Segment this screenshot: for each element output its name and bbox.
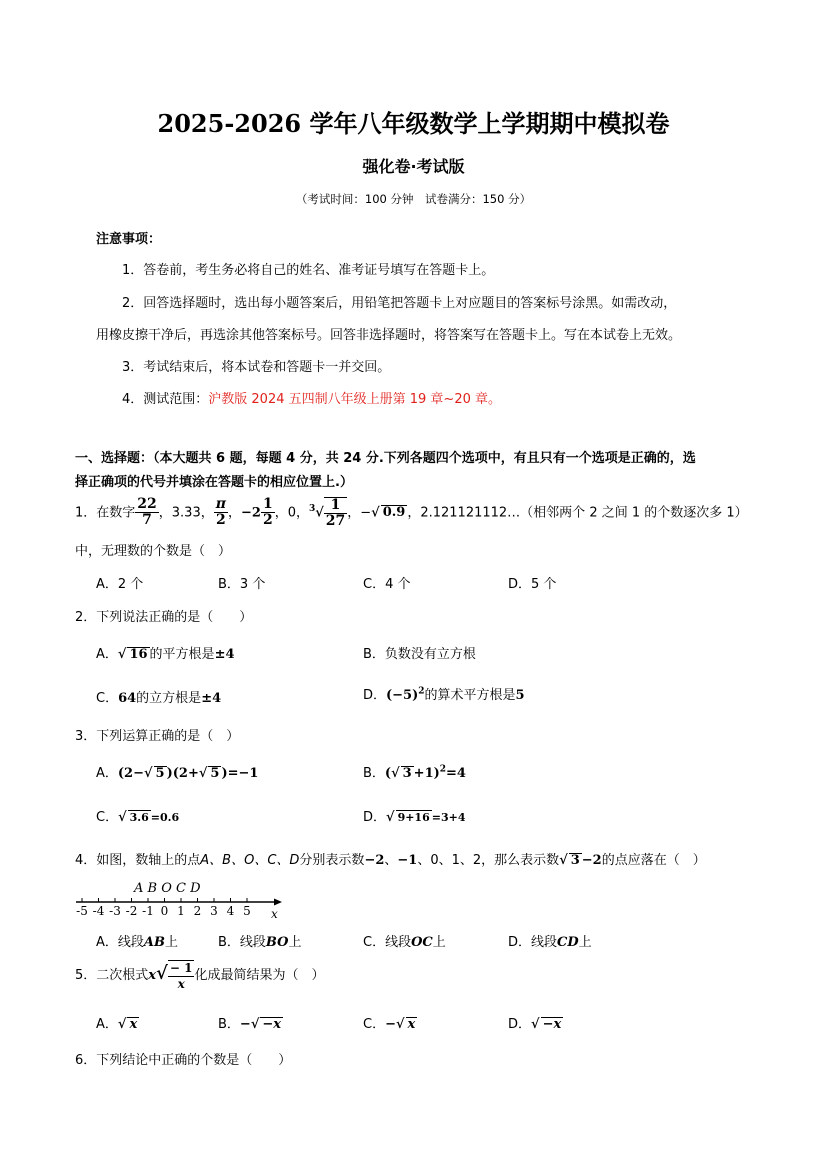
q5-option-d[interactable]: D．√ −x — [508, 1017, 562, 1032]
test-range: 沪教版 2024 五四制八年级上册第 19 章~20 章。 — [208, 392, 502, 407]
axis-tick-label: 0 — [160, 904, 169, 918]
page-title: 2025-2026 学年八年级数学上学期期中模拟卷 — [157, 109, 670, 138]
q1-option-b[interactable]: B．3 个 — [218, 577, 266, 592]
q2-option-a[interactable]: A．√ 16 的平方根是±4 — [96, 647, 235, 662]
question-3-stem: 3．下列运算正确的是（ ） — [75, 729, 240, 744]
question-1-line-2: 中，无理数的个数是（ ） — [75, 544, 232, 559]
axis-arrow — [274, 899, 282, 906]
q1-option-c[interactable]: C．4 个 — [363, 577, 411, 592]
radical-sign: √ — [315, 505, 324, 521]
q5-option-a[interactable]: A．√ x — [96, 1017, 138, 1032]
fraction-22-7: $\frac{22}{7}$ — [137, 496, 157, 529]
q3-option-d[interactable]: D．√ 9+16 =3+4 — [363, 810, 466, 825]
notice-item-4-prefix: 4．测试范围： — [122, 392, 209, 407]
question-4-stem: 4．如图，数轴上的点A、B、O、C、D分别表示数−2、−1、0、1、2，那么表示数√ 3 −2的点应落在（ ） — [75, 853, 706, 868]
axis-tick-label: 5 — [243, 904, 251, 918]
q5-option-c[interactable]: C．−√ x — [363, 1017, 416, 1032]
fraction-neg-1-over-x: $\frac{- 1}{x}$ — [169, 960, 193, 991]
q3-option-b[interactable]: B．(√ 3 +1)$^2$=4 — [363, 764, 466, 781]
page-subtitle: 强化卷·考试版 — [362, 157, 465, 176]
axis-tick-label: -4 — [92, 904, 105, 918]
q2-option-c[interactable]: C．64的立方根是±4 — [96, 691, 222, 706]
q4-option-c[interactable]: C．线段OC上 — [363, 935, 446, 950]
q4-option-b[interactable]: B．线段BO上 — [218, 935, 302, 950]
q2-option-d[interactable]: D．$(-5)^2$的算术平方根是5 — [363, 686, 525, 703]
q3-option-a[interactable]: A．(2−√ 5 )(2+√ 5 )=−1 — [96, 766, 259, 781]
section-1-heading-line-1: 一、选择题：（本大题共 6 题，每题 4 分，共 24 分.下列各题四个选项中，有且只有一个选项是正确的，选 — [75, 451, 696, 466]
fraction-1-27: $\frac{1}{27}$ — [325, 496, 346, 529]
fraction-pi-2: $\frac{\pi}{2}$ — [215, 496, 226, 529]
q4-option-a[interactable]: A．线段AB上 — [96, 935, 178, 950]
axis-tick-label: 2 — [193, 904, 202, 918]
q4-option-d[interactable]: D．线段CD上 — [508, 935, 592, 950]
axis-tick-label: -1 — [142, 904, 154, 918]
axis-x-label: x — [271, 907, 278, 921]
axis-tick-label: 3 — [210, 904, 218, 918]
axis-tick-label: -2 — [125, 904, 138, 918]
q1-prefix: 1．在数字 — [75, 505, 136, 521]
section-1-heading-line-2: 择正确项的代号并填涂在答题卡的相应位置上.） — [75, 475, 353, 490]
exam-meta: （考试时间：100 分钟 试卷满分：150 分） — [295, 192, 532, 206]
notice-item-3: 3．考试结束后，将本试卷和答题卡一并交回。 — [122, 360, 391, 375]
q2-option-b[interactable]: B．负数没有立方根 — [363, 647, 476, 662]
q3-option-c[interactable]: C．√ 3.6 =0.6 — [96, 810, 180, 825]
q5-option-b[interactable]: B．−√ −x — [218, 1017, 282, 1032]
notice-item-2-line-1: 2．回答选择题时，选出每小题答案后，用铅笔把答题卡上对应题目的答案标号涂黑。如需改动， — [122, 296, 677, 311]
axis-tick-label: 4 — [226, 904, 235, 918]
notice-item-1: 1．答卷前，考生务必将自己的姓名、准考证号填写在答题卡上。 — [122, 263, 495, 278]
fraction-1-2: $\frac{1}{2}$ — [262, 496, 273, 529]
number-line-figure — [74, 878, 286, 922]
axis-tick-label: -3 — [109, 904, 121, 918]
notice-item-4 — [122, 388, 501, 407]
question-5-stem: 5．二次根式x√ $\frac{- 1}{x}$ 化成最简结果为（ ） — [75, 960, 325, 991]
question-2-stem: 2．下列说法正确的是（ ） — [75, 610, 253, 625]
question-6-stem: 6．下列结论中正确的个数是（ ） — [75, 1053, 292, 1068]
q1-option-d[interactable]: D．5 个 — [508, 577, 557, 592]
axis-tick-label: 1 — [177, 904, 185, 918]
notice-heading: 注意事项： — [96, 232, 162, 247]
axis-tick-label: -5 — [76, 904, 88, 918]
question-1-stem: 1．在数字 $\frac{22}{7}$ ，3.33， $\frac{\pi}{2}$ ，−2 $\frac{1}{2}$ ，0，$^3$√ $\frac{1}{27}$ ，−√ 0.9 ，2.121121112…（相邻两个 2 之间 1 的个数逐次多 1） — [75, 496, 748, 529]
notice-item-2-line-2: 用橡皮擦干净后，再选涂其他答案标号。回答非选择题时，将答案写在答题卡上。写在本试卷上无效。 — [96, 328, 682, 343]
axis-point-letters: A B O C D — [134, 881, 201, 896]
q1-option-a[interactable]: A．2 个 — [96, 577, 144, 592]
